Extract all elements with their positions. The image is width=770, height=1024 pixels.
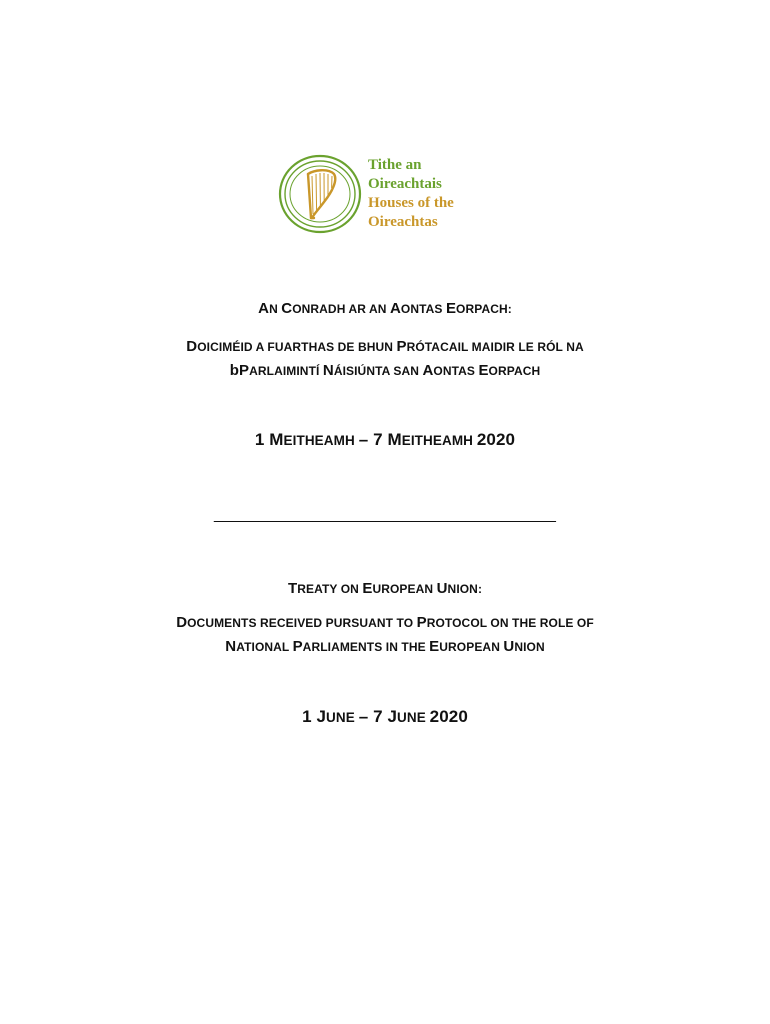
small-caps-text: RÓTACAIL MAIDIR LE RÓL NA	[406, 340, 584, 354]
cap-text: – 7 M	[358, 430, 402, 449]
small-caps-text: ORPACH	[488, 364, 541, 378]
cap-text: A	[389, 300, 401, 317]
small-caps-text: ORPACH:	[456, 302, 512, 316]
harp-icon	[278, 152, 364, 238]
small-caps-text: ARLAIMINTÍ	[249, 364, 323, 378]
small-caps-text: ONTAS	[433, 364, 479, 378]
small-caps-text: ÁISIÚNTA SAN	[333, 364, 423, 378]
cap-text: – 7 J	[358, 707, 398, 726]
cap-text: A	[258, 300, 270, 317]
small-caps-text: EITHEAMH	[401, 433, 477, 448]
oireachtas-logo	[272, 138, 494, 262]
cap-text: D	[176, 614, 188, 631]
irish-subtitle-line-1	[0, 338, 770, 355]
logo-irish-line-2: Oireachtais	[368, 176, 442, 192]
small-caps-text: ROTOCOL ON THE ROLE OF	[426, 616, 594, 630]
cap-text: P	[416, 614, 427, 631]
small-caps-text: UROPEAN	[372, 582, 437, 596]
irish-title	[0, 300, 770, 317]
small-caps-text: NION:	[447, 582, 483, 596]
cap-text: A	[422, 362, 434, 379]
logo-english-line-2: Oireachtas	[368, 214, 438, 230]
cap-text: bP	[229, 362, 250, 379]
small-caps-text: N	[269, 302, 282, 316]
cap-text: E	[445, 300, 457, 317]
english-title	[0, 580, 770, 597]
irish-date-range	[0, 430, 770, 450]
cap-text: U	[503, 638, 515, 655]
cap-text: E	[429, 638, 440, 655]
cap-text: T	[287, 580, 298, 597]
small-caps-text: REATY ON	[297, 582, 363, 596]
small-caps-text: ONRADH AR AN	[292, 302, 390, 316]
cap-text: E	[478, 362, 489, 379]
cap-text: N	[322, 362, 334, 379]
cap-text: D	[186, 338, 198, 355]
english-subtitle-line-1	[0, 614, 770, 631]
cap-text: U	[436, 580, 448, 597]
section-divider: ______________________________________	[214, 506, 556, 523]
small-caps-text: OICIMÉID A FUARTHAS DE BHUN	[197, 340, 397, 354]
cap-text: 1 M	[254, 430, 284, 449]
cap-text: C	[281, 300, 293, 317]
logo-wordmark	[368, 156, 454, 232]
small-caps-text: UNE	[397, 710, 430, 725]
irish-subtitle-line-2	[0, 362, 770, 379]
small-caps-text: ONTAS	[400, 302, 446, 316]
small-caps-text: UROPEAN	[439, 640, 504, 654]
cap-text: P	[292, 638, 303, 655]
small-caps-text: UNE	[326, 710, 359, 725]
cap-text: N	[225, 638, 237, 655]
cap-text: 2020	[476, 430, 516, 449]
small-caps-text: OCUMENTS RECEIVED PURSUANT TO	[187, 616, 417, 630]
cap-text: 2020	[429, 707, 468, 726]
english-date-range	[0, 707, 770, 727]
small-caps-text: EITHEAMH	[283, 433, 359, 448]
small-caps-text: ARLIAMENTS IN THE	[302, 640, 430, 654]
cap-text: E	[362, 580, 373, 597]
logo-irish-line-1: Tithe an	[368, 157, 422, 173]
cap-text: P	[396, 338, 407, 355]
english-subtitle-line-2	[0, 638, 770, 655]
small-caps-text: NION	[514, 640, 545, 654]
small-caps-text: ATIONAL	[236, 640, 293, 654]
logo-english-line-1: Houses of the	[368, 195, 454, 211]
cap-text: 1 J	[302, 707, 327, 726]
